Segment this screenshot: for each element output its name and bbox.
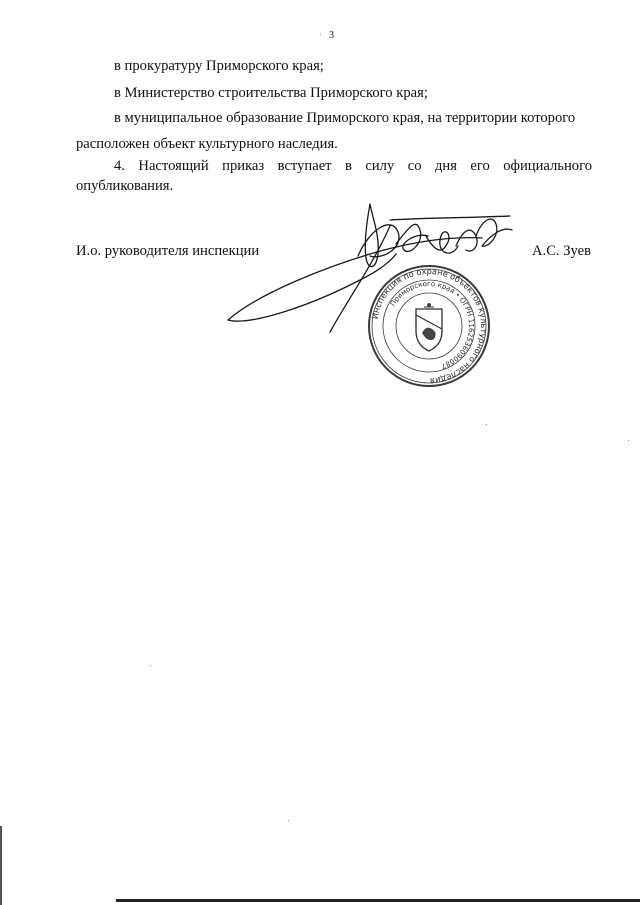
paragraph-municipality-line2: расположен объект культурного наследия. [76, 136, 338, 152]
scan-speck [628, 440, 629, 441]
scan-edge-bottom [116, 899, 640, 902]
paragraph-prosecutor: в прокуратуру Приморского края; [114, 58, 324, 74]
paragraph-municipality-line1: в муниципальное образование Приморского края, на территории которого [114, 110, 576, 126]
signatory-role: И.о. руководителя инспекции [76, 243, 260, 259]
paragraph-ministry: в Министерство строительства Приморского края; [114, 85, 428, 101]
scan-speck [320, 34, 321, 35]
paragraph-effective-date-line2: опубликования. [76, 178, 174, 194]
signatory-name: А.С. Зуев [532, 243, 592, 259]
paragraph-effective-date-line1: 4. Настоящий приказ вступает в силу со дня его официального [114, 158, 592, 174]
page-number: 3 [329, 30, 334, 41]
scan-speck [288, 820, 289, 821]
seal-inner-text: Приморского края • ОГРН 1162536090087 [388, 279, 476, 370]
seal-outer-text: Инспекция по охране объектов культурного наследия [369, 265, 490, 387]
scan-speck [150, 665, 151, 666]
scan-speck [486, 424, 487, 425]
scan-edge-left [0, 826, 2, 905]
handwritten-signature [220, 196, 520, 336]
paragraph-effective-date [76, 156, 592, 196]
